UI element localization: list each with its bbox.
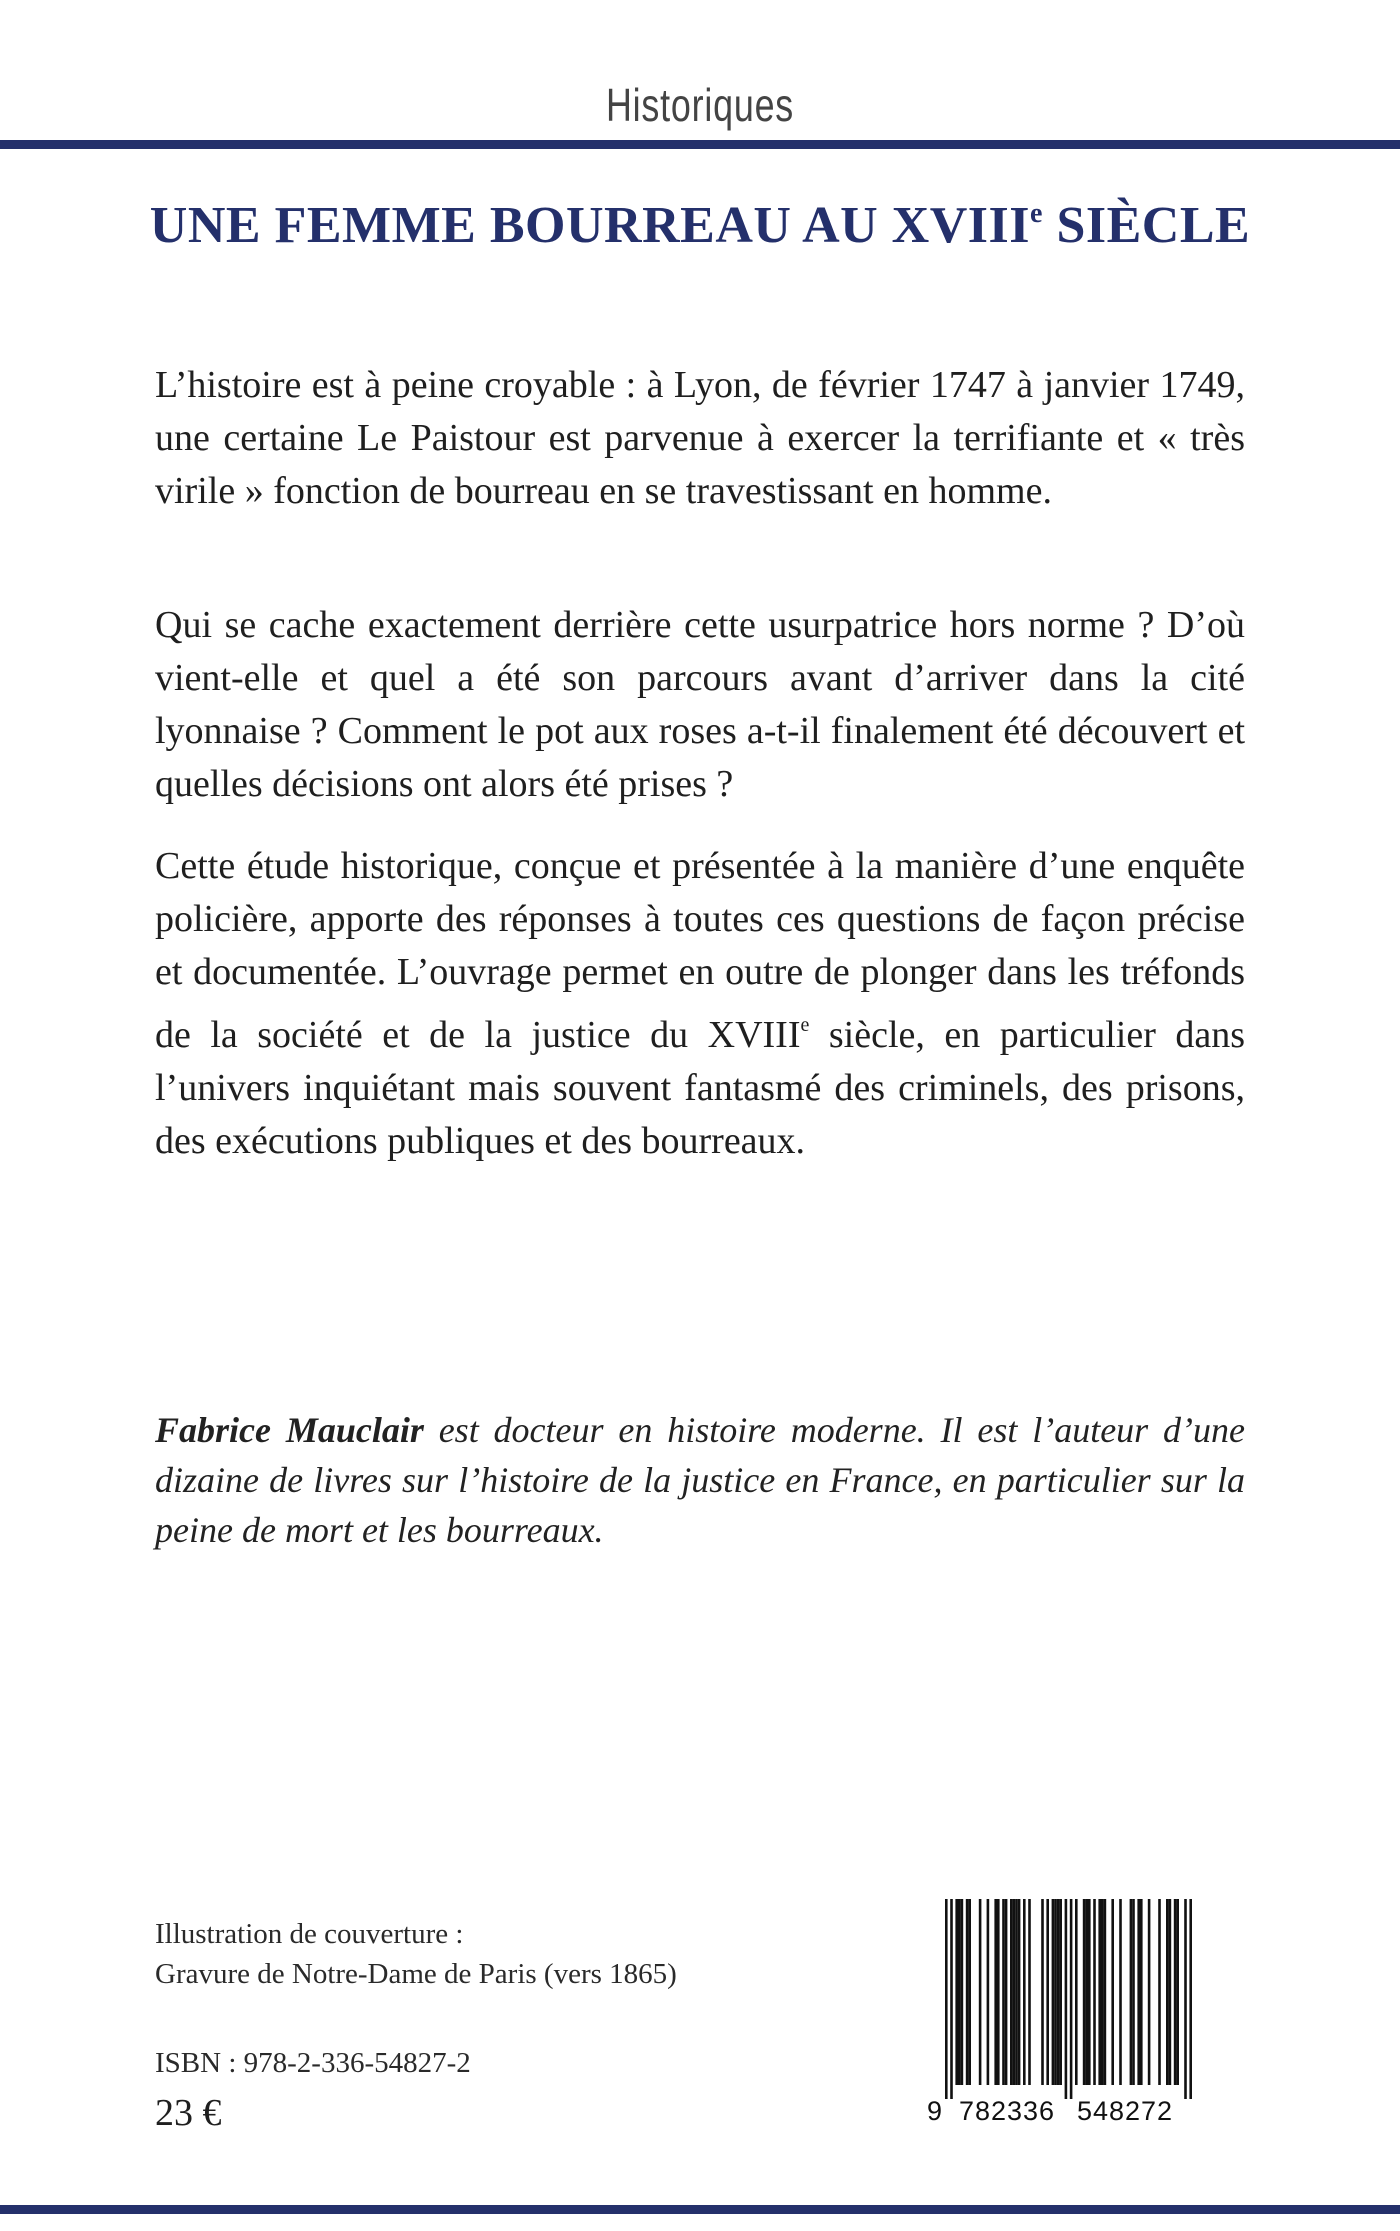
barcode-bar [1174,1899,1177,2085]
barcode-bar [1054,1899,1057,2085]
barcode-bar [1052,1899,1055,2085]
title-end: SIÈCLE [1042,197,1251,254]
barcode-bar [968,1899,971,2085]
barcode-bar [1028,1899,1031,2085]
barcode-bar [1057,1899,1060,2085]
barcode-bar [1023,1899,1026,2085]
barcode-bar [1065,1899,1068,2099]
barcode-digits-left: 782336 [958,2096,1056,2125]
barcode-bar [1018,1899,1021,2085]
barcode-bar [958,1899,961,2085]
barcode-bar [1093,1899,1096,2085]
barcode-bar [1101,1899,1104,2085]
barcode-bar [1137,1899,1140,2085]
barcode-bar [1002,1899,1005,2085]
author-bio [155,1405,1245,1555]
barcode-bar [1130,1899,1133,2085]
blurb-superscript: e [800,1014,810,1036]
barcode-bar [1104,1899,1107,2085]
blurb-paragraph-3 [155,840,1245,1168]
barcode-bar [987,1899,990,2085]
barcode-bar [1015,1899,1018,2085]
barcode-bar [961,1899,964,2085]
barcode-bar [1166,1899,1169,2085]
barcode-bar [1189,1899,1192,2099]
barcode-bar [1132,1899,1135,2085]
barcode-bar [955,1899,958,2085]
illustration-credit-label: Illustration de couverture : [155,1918,464,1950]
barcode-bar [1041,1899,1044,2085]
book-title [0,196,1400,255]
series-name: Historiques [605,79,795,131]
blurb-paragraph-3-start: Cette étude historique, conçue et présentée à la manière d’une enquête policière, apporte des réponses à toutes ces questions de façon précise et documentée. L’ouvrage permet en outre de plonger dans les tréfonds de la société et de la justice du XVIII [155,845,1245,1056]
barcode-bar [1046,1899,1049,2085]
barcode-bar [1184,1899,1187,2099]
barcode-graphic [915,1895,1205,2125]
price: 23 € [155,2092,222,2134]
barcode-bar [1158,1899,1161,2085]
title-main: UNE FEMME BOURREAU AU XVIII [149,197,1030,254]
barcode-bar [1085,1899,1088,2085]
barcode-bar [979,1899,982,2085]
blurb-paragraph-1: L’histoire est à peine croyable : à Lyon, de février 1747 à janvier 1749, une certaine Le Paistour est parvenue à exercer la terrifiante et « très virile » fonction de bourreau en se travestissant en homme. [155,364,1245,512]
barcode-bar [1148,1899,1151,2085]
barcode-bar [1098,1899,1101,2085]
barcode-bar [1070,1899,1073,2099]
barcode-bar [997,1899,1000,2085]
barcode-bar [1111,1899,1114,2085]
barcode-bar [1075,1899,1078,2085]
barcode-bar [1119,1899,1122,2085]
barcode [915,1895,1205,2125]
blurb-paragraph-3-end: siècle, en particulier dans l’univers inquiétant mais souvent fantasmé des criminels, des prisons, des exécutions publiques et des bourreaux. [155,1014,1245,1162]
barcode-bar [1005,1899,1008,2085]
barcode-bar [945,1899,948,2099]
barcode-digit-first: 9 [927,2096,943,2125]
author-name: Fabrice Mauclair [155,1410,424,1450]
barcode-bar [1059,1899,1062,2085]
title-superscript: e [1030,198,1043,229]
barcode-bar [1083,1899,1086,2085]
barcode-bar [1140,1899,1143,2085]
barcode-bar [1010,1899,1013,2085]
blurb-paragraph-2: Qui se cache exactement derrière cette usurpatrice hors norme ? D’où vient-elle et quel a été son parcours avant d’arriver dans la cité lyonnaise ? Comment le pot aux roses a-t-il finalement été découvert et quelles décisions ont alors été prises ? [155,604,1245,805]
barcode-bar [950,1899,953,2099]
barcode-bar [966,1899,969,2085]
barcode-digits-right: 548272 [1076,2096,1174,2125]
illustration-credit-text: Gravure de Notre-Dame de Paris (vers 1865) [155,1958,677,1990]
barcode-bar [1169,1899,1172,2085]
bottom-rule [0,2205,1400,2214]
barcode-bar [1176,1899,1179,2085]
barcode-bar [994,1899,997,2085]
barcode-bar [1088,1899,1091,2085]
isbn: ISBN : 978-2-336-54827-2 [155,2047,471,2079]
barcode-bar [1013,1899,1016,2085]
top-rule [0,140,1400,149]
author-bio-text: est docteur en histoire moderne. Il est l’auteur d’une dizaine de livres sur l’histoire de la justice en France, en particulier sur la peine de mort et les bourreaux. [155,1410,1245,1550]
